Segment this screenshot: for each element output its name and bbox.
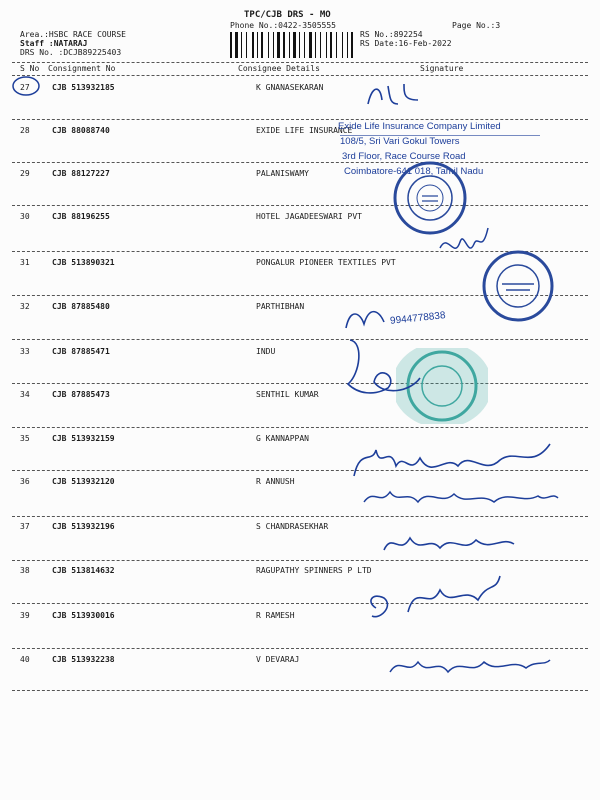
barcode-bar xyxy=(297,32,298,58)
barcode-bar xyxy=(299,32,300,58)
row-sno: 32 xyxy=(20,302,30,311)
row-sno: 39 xyxy=(20,611,30,620)
row-consignee: R ANNUSH xyxy=(256,477,295,486)
row-consignee: K GNANASEKARAN xyxy=(256,83,324,92)
row-sno: 30 xyxy=(20,212,30,221)
row-consignment: CJB 513932120 xyxy=(52,477,115,486)
stamp-address-line: Coimbatore-641 018, Tamil Nadu xyxy=(344,166,484,177)
barcode-bar xyxy=(289,32,290,58)
barcode-bar xyxy=(235,32,238,58)
barcode-bar xyxy=(347,32,348,58)
barcode-bar xyxy=(315,32,316,58)
barcode-bar xyxy=(322,32,325,58)
signature-scribble-icon xyxy=(438,224,496,268)
column-sno: S No xyxy=(20,64,40,73)
row-consignment: CJB 513932238 xyxy=(52,655,115,664)
barcode-bar xyxy=(338,32,341,58)
barcode-bar xyxy=(320,32,321,58)
barcode-bar xyxy=(281,32,282,58)
barcode-bar xyxy=(349,32,350,58)
barcode-bar xyxy=(257,32,258,58)
stamp-underline xyxy=(340,135,540,137)
barcode-bar xyxy=(239,32,240,58)
row-consignment: CJB 513890321 xyxy=(52,258,115,267)
barcode-bar xyxy=(259,32,260,58)
barcode-bar xyxy=(283,32,285,58)
barcode-bar xyxy=(304,32,305,58)
barcode-bar xyxy=(255,32,256,58)
barcode-bar xyxy=(233,32,234,58)
row-divider xyxy=(12,560,588,561)
barcode-bar xyxy=(336,32,337,58)
barcode-bar xyxy=(309,32,312,58)
row-consignment: CJB 88127227 xyxy=(52,169,110,178)
row-consignee: PARTHIBHAN xyxy=(256,302,305,311)
signature-scribble-icon xyxy=(360,572,510,632)
header-rule-bottom xyxy=(12,75,588,76)
circle-mark-icon xyxy=(10,74,44,98)
row-divider xyxy=(12,690,588,691)
row-consignee: RAGUPATHY SPINNERS P LTD xyxy=(256,566,372,575)
column-signature: Signature xyxy=(420,64,464,73)
row-sno: 27 xyxy=(20,83,30,92)
barcode-bar xyxy=(333,32,335,58)
row-divider xyxy=(12,383,588,384)
row-divider xyxy=(12,648,588,649)
row-consignment: CJB 513932185 xyxy=(52,83,115,92)
rs-number: RS No.:892254 xyxy=(360,30,423,39)
barcode-bar xyxy=(313,32,314,58)
row-consignment: CJB 87885473 xyxy=(52,390,110,399)
barcode-bar xyxy=(261,32,263,58)
row-sno: 35 xyxy=(20,434,30,443)
barcode-bar xyxy=(293,32,296,58)
row-divider xyxy=(12,339,588,340)
barcode-bar xyxy=(246,32,247,58)
header-rule-top xyxy=(12,62,588,63)
row-consignee: HOTEL JAGADEESWARI PVT xyxy=(256,212,362,221)
barcode-bar xyxy=(317,32,319,58)
barcode-bar xyxy=(241,32,242,58)
row-sno: 40 xyxy=(20,655,30,664)
row-sno: 29 xyxy=(20,169,30,178)
page-number: Page No.:3 xyxy=(452,21,501,30)
row-sno: 36 xyxy=(20,477,30,486)
row-consignee: S CHANDRASEKHAR xyxy=(256,522,329,531)
row-sno: 33 xyxy=(20,347,30,356)
barcode-bar xyxy=(291,32,292,58)
row-divider xyxy=(12,427,588,428)
row-sno: 31 xyxy=(20,258,30,267)
barcode-bar xyxy=(286,32,288,58)
barcode-bar xyxy=(230,32,232,58)
row-divider xyxy=(12,516,588,517)
barcode-bar xyxy=(306,32,308,58)
row-consignee: R RAMESH xyxy=(256,611,295,620)
barcode-bar xyxy=(248,32,251,58)
barcode-bar xyxy=(243,32,245,58)
row-consignee: V DEVARAJ xyxy=(256,655,300,664)
handwritten-phone-note: 9944778838 xyxy=(389,310,447,327)
staff-label: Staff :NATARAJ xyxy=(20,39,88,48)
row-consignment: CJB 88196255 xyxy=(52,212,110,221)
barcode-bar xyxy=(273,32,274,58)
signature-scribble-icon xyxy=(340,334,430,414)
document-title: TPC/CJB DRS - MO xyxy=(244,10,331,20)
drs-number: DRS No. :DCJB89225403 xyxy=(20,48,122,57)
signature-scribble-icon xyxy=(386,650,554,684)
row-consignment: CJB 513930016 xyxy=(52,611,115,620)
stamp-address-line: 3rd Floor, Race Course Road xyxy=(342,151,466,162)
row-sno: 28 xyxy=(20,126,30,135)
row-consignee: INDU xyxy=(256,347,276,356)
barcode-bar xyxy=(275,32,276,58)
signature-scribble-icon xyxy=(364,80,424,110)
barcode-bar xyxy=(252,32,254,58)
column-consignment: Consignment No xyxy=(48,64,116,73)
row-consignee: SENTHIL KUMAR xyxy=(256,390,319,399)
phone-number: Phone No.:0422-3505555 xyxy=(230,21,336,30)
row-consignee: PALANISWAMY xyxy=(256,169,309,178)
row-consignment: CJB 513814632 xyxy=(52,566,115,575)
row-consignment: CJB 87885480 xyxy=(52,302,110,311)
barcode-bar xyxy=(264,32,267,58)
barcode-bar xyxy=(342,32,343,58)
barcode-bar xyxy=(277,32,280,58)
barcode-bar xyxy=(270,32,272,58)
barcode-bar xyxy=(344,32,346,58)
row-consignee: G KANNAPPAN xyxy=(256,434,309,443)
row-sno: 37 xyxy=(20,522,30,531)
row-sno: 38 xyxy=(20,566,30,575)
row-consignment: CJB 513932159 xyxy=(52,434,115,443)
barcode-bar xyxy=(328,32,329,58)
rs-date: RS Date:16-Feb-2022 xyxy=(360,39,452,48)
row-consignee: PONGALUR PIONEER TEXTILES PVT xyxy=(256,258,396,267)
row-consignment: CJB 513932196 xyxy=(52,522,115,531)
row-divider xyxy=(12,205,588,206)
stamp-address-line: 108/5, Sri Vari Gokul Towers xyxy=(340,136,460,147)
signature-scribble-icon xyxy=(362,484,562,512)
column-consignee: Consignee Details xyxy=(238,64,320,73)
barcode-bar xyxy=(326,32,327,58)
area-label: Area.:HSBC RACE COURSE xyxy=(20,30,126,39)
barcode xyxy=(230,32,358,58)
barcode-bar xyxy=(330,32,332,58)
row-consignment: CJB 87885471 xyxy=(52,347,110,356)
barcode-bar xyxy=(301,32,303,58)
stamp-company-line: Exide Life Insurance Company Limited xyxy=(338,121,501,132)
row-divider xyxy=(12,162,588,163)
row-consignee: EXIDE LIFE INSURANCE xyxy=(256,126,353,135)
barcode-bar xyxy=(268,32,269,58)
barcode-bar xyxy=(351,32,353,58)
row-consignment: CJB 88088740 xyxy=(52,126,110,135)
signature-scribble-icon xyxy=(380,526,520,560)
row-divider xyxy=(12,119,588,120)
row-sno: 34 xyxy=(20,390,30,399)
